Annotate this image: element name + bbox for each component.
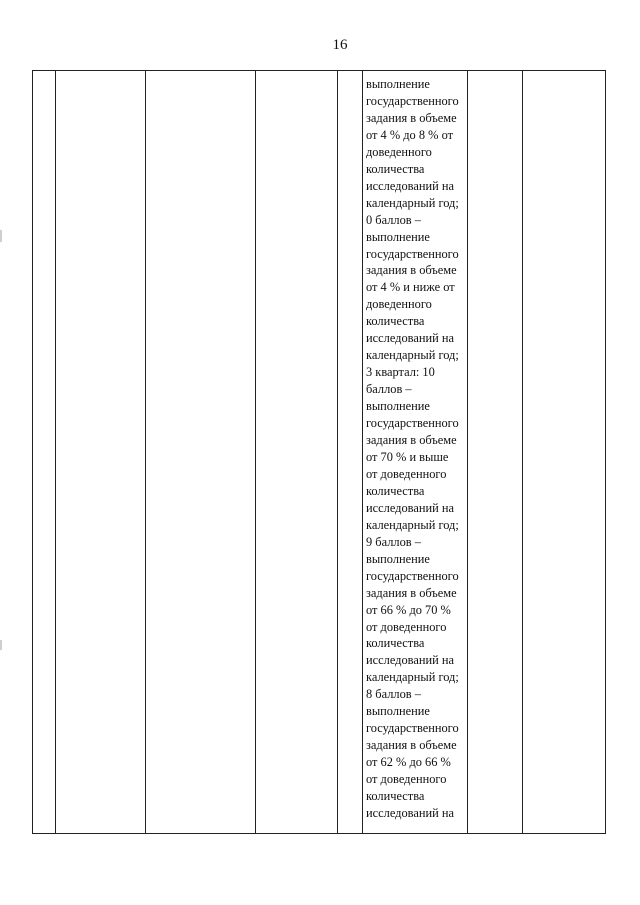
column-divider-1 [55, 71, 56, 833]
scan-artifact [0, 230, 2, 242]
table-border-left [32, 71, 33, 833]
page-number: 16 [332, 37, 348, 53]
table-border-right [605, 71, 606, 833]
criteria-table [32, 70, 606, 834]
column-divider-7 [522, 71, 523, 833]
criteria-cell-text: выполнение государственного задания в объеме от 4 % до 8 % от доведенного количества исследований на календарный год; 0 баллов – выполнение государственного задания в объеме от 4 % и ниже от доведенного количества исследований на календарный год; 3 квартал: 10 баллов – выполнение государственного задания в объеме от 70 % и выше от доведенного количества исследований на календарный год; 9 баллов – выполнение государственного задания в объеме от 66 % до 70 % от доведенного количества исследований на календарный год; 8 баллов – выполнение государственного задания в объеме от 62 % до 66 % от доведенного количества исследований на [366, 77, 459, 820]
column-divider-4 [337, 71, 338, 833]
scan-artifact [0, 640, 2, 650]
column-divider-2 [145, 71, 146, 833]
column-divider-5 [362, 71, 363, 833]
column-divider-3 [255, 71, 256, 833]
